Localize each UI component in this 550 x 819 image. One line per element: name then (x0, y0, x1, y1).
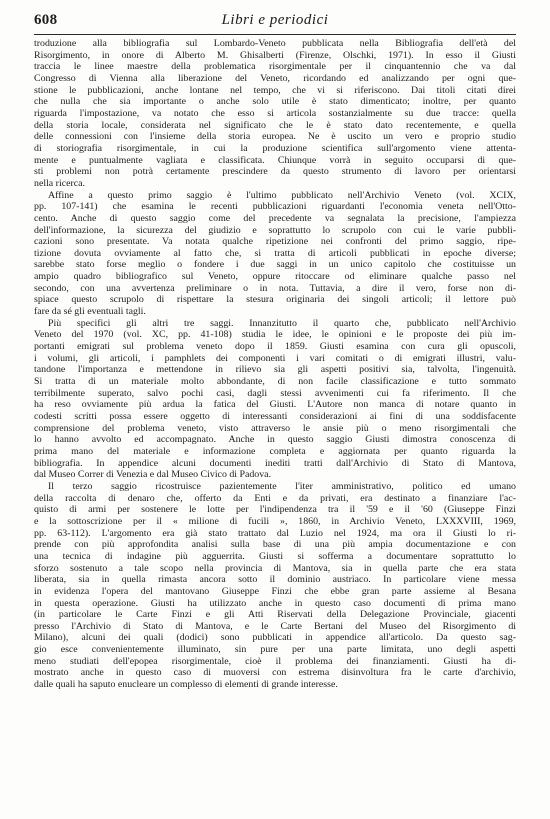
body-text (34, 38, 516, 691)
text-line: Veneto del 1970 (vol. XC, pp. 41-108) studia le idee, le opinioni e le proposte dei più im- (34, 329, 516, 341)
text-line: Risorgimento, in onore di Alberto M. Ghisalberti (Firenze, Olschki, 1971). In esso il Giusti (34, 49, 516, 61)
text-line: ampio quadro bibliografico sul Veneto, oppure ritoccare od eliminare qualche passo nel (34, 271, 516, 283)
text-line: e la sottoscrizione per il « milione di fucili », 1860, in Archivio Veneto, LXXXVIII, 1969, (34, 515, 516, 527)
text-line: pp. 107-141) che esamina le recenti pubblicazioni riguardanti l'economia veneta nell'Otto- (34, 201, 516, 213)
text-line: tizione dovuta ovviamente al fatto che, si tratta di articoli pubblicati in epoche diverse; (34, 247, 516, 259)
text-line: dell'informazione, la sicurezza del giudizio e soprattutto lo scrupolo con cui le varie pubbli- (34, 224, 516, 236)
text-line: Il terzo saggio ricostruisce pazientemente l'iter amministrativo, politico ed umano (48, 480, 516, 492)
text-line: stione le pubblicazioni, anche lontane nel tempo, che vi si riferiscono. Dai titoli citati direi (34, 84, 516, 96)
text-line: sti problemi non potrà certamente prescindere da questo strumento di lavoro per orientarsi (34, 166, 516, 178)
text-line: comprensione del problema veneto, visto attraverso le ansie più o meno risorgimentali che (34, 422, 516, 434)
text-line: Più specifici gli altri tre saggi. Innanzitutto il quarto che, pubblicato nell'Archivio (48, 317, 516, 329)
text-line: lo hanno avvolto ed accompagnato. Anche in questo saggio Giusti dimostra conoscenza di (34, 434, 516, 446)
text-line: delle connessioni con l'insieme della storia europea. Ne è uscito un vero e proprio studio (34, 131, 516, 143)
page-header (34, 12, 516, 35)
text-line: (in particolare le Carte Finzi e gli Atti Riservati della Delegazione Provinciale, giacenti (34, 609, 516, 621)
text-line: bibliografia. In appendice alcuni documenti inediti tratti dall'Archivio di Stato di Mantova, (34, 457, 516, 469)
text-line: nella ricerca. (34, 177, 85, 189)
paragraph (34, 190, 516, 318)
text-line: dal Museo Correr di Venezia e dal Museo Civico di Padova. (34, 469, 272, 481)
text-line: prende con più approfondita analisi sulla base di una più ampia documentazione e con (34, 539, 516, 551)
text-line: cento. Anche di questo saggio come del precedente va segnalata la precisione, l'ampiezza (34, 212, 516, 224)
text-line: tandone l'importanza e mettendone in rilievo sia gli aspetti positivi sia, talvolta, l'ingenuità. (34, 364, 516, 376)
text-line: meno studiati dell'epopea risorgimentale, cioè il problema dei finanziamenti. Giusti ha di- (34, 655, 516, 667)
paragraph (34, 481, 516, 691)
text-line: della raccolta di denaro che, offerto da Enti e da privati, era destinato a finanziare l'ac- (34, 492, 516, 504)
text-line: troduzione alla bibliografia sul Lombardo-Veneto pubblicata nella Bibliografia dell'età del (34, 38, 516, 49)
text-line: cazioni sono presentate. Va notata qualche ripetizione nei confronti del primo saggio, ripe- (34, 236, 516, 248)
text-line: secondo, con una avvertenza preliminare o in nota. Tuttavia, a dire il vero, forse non di- (34, 282, 516, 294)
text-line: sarebbe stato forse meglio o fondere i due saggi in un unico capitolo che costituisse un (34, 259, 516, 271)
paragraph (34, 318, 516, 481)
text-line: presso l'Archivio di Stato di Mantova, e le Carte Bertani del Museo del Risorgimento di (34, 620, 516, 632)
text-line: Congresso di Vienna alla liberazione del Veneto, ricordando ed analizzando per ogni que- (34, 72, 516, 84)
text-line: traccia le linee maestre della problematica risorgimentale per il cinquantennio che va dal (34, 61, 516, 73)
text-line: in questa operazione. Giusti ha utilizzato anche in questo caso documenti di prima mano (34, 597, 516, 609)
text-line: di storiografia risorgimentale, in cui la produzione scientifica sull'argomento viene attenta- (34, 142, 516, 154)
text-line: Milano), alcuni dei quali (dodici) sono pubblicati in appendice all'articolo. Da questo sag- (34, 632, 516, 644)
text-line: pp. 63-112). L'argomento era già stato trattato dal Luzio nel 1924, ma ora il Giusti lo ri- (34, 527, 516, 539)
text-line: fare da sé gli eventuali tagli. (34, 306, 146, 318)
text-line: prima mano del materiale e informazione completa e aggiornata per quanto riguarda la (34, 445, 516, 457)
text-line: riguarda l'impostazione, va notato che esso si articola sostanzialmente su due tracce: quella (34, 107, 516, 119)
text-line: in evidenza l'opera del mantovano Giuseppe Finzi che ebbe gran parte assieme al Besana (34, 585, 516, 597)
running-head: Libri e periodici (221, 12, 329, 28)
text-line: dalle quali ha saputo enucleare un complesso di elementi di grande interesse. (34, 679, 338, 691)
text-line: liberata, sia in quella rimasta ancora sotto il dominio austriaco. In particolare viene messa (34, 574, 516, 586)
text-line: i volumi, gli articoli, i pamphlets dei componenti i vari comitati o di emigrati illustri, valu- (34, 352, 516, 364)
page-number: 608 (34, 12, 58, 28)
text-line: sforzo sostenuto a tale scopo nella provincia di Mantova, sia in quella parte che era stata (34, 562, 516, 574)
text-line: ha reso ovviamente più ardua la fatica del Giusti. L'Autore non manca di notare quanto in (34, 399, 516, 411)
text-line: terribilmente superato, salvo pochi casi, dagli stessi avvenimenti cui fa riferimento. Il che (34, 387, 516, 399)
text-line: Affine a questo primo saggio è l'ultimo pubblicato nell'Archivio Veneto (vol. XCIX, (48, 189, 516, 201)
text-line: spiace questo scrupolo di rispettare la stesura originaria dei singoli articoli; il lettore può (34, 294, 516, 306)
text-line: Si tratta di un materiale molto abbondante, di non facile classificazione e tutto sommato (34, 376, 516, 388)
text-line: mente e puntualmente vagliata e classificata. Chiunque vorrà in seguito occuparsi di que- (34, 154, 516, 166)
text-line: portanti emigrati sul problema veneto dopo il 1859. Giusti esamina con cura gli opuscoli, (34, 341, 516, 353)
text-line: mostrato anche in questo caso di muoversi con estrema disinvoltura fra le carte d'archivio, (34, 667, 516, 679)
text-line: che nulla che sia importante o anche solo utile è stato dimenticato; inoltre, per quanto (34, 96, 516, 108)
paragraph (34, 38, 516, 190)
text-line: quisto di armi per sostenere le lotte per l'indipendenza tra il '59 e il '60 (Giuseppe Finzi (34, 504, 516, 516)
text-line: gio esce convenientemente illuminato, sin pure per una parte limitata, uno degli aspetti (34, 644, 516, 656)
text-line: della storia locale, considerata nel significato che le è stato dato recentemente, e quella (34, 119, 516, 131)
text-line: una tecnica di indagine più agguerrita. Giusti si sofferma a documentare soprattutto lo (34, 550, 516, 562)
text-line: codesti scritti possa essere oggetto di interessanti considerazioni ai fini di una soddisfacente (34, 411, 516, 422)
